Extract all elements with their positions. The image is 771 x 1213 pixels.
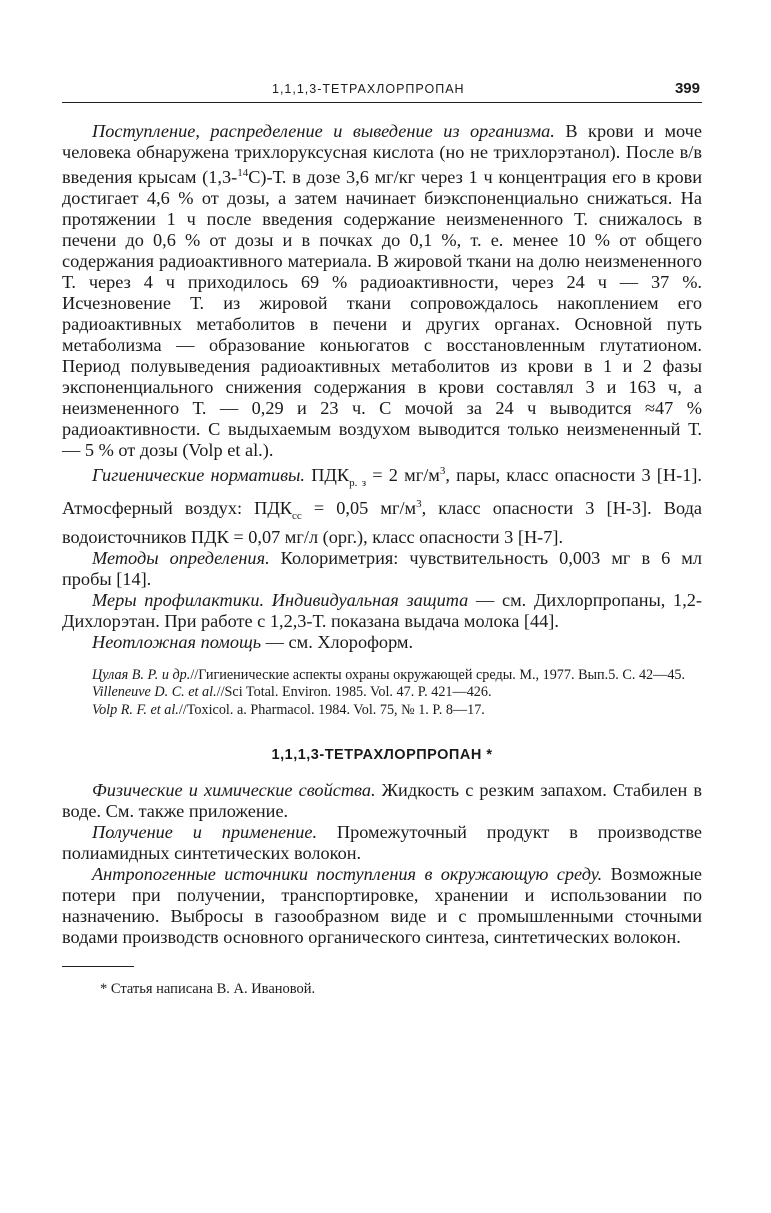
reference-item bbox=[62, 702, 702, 720]
footnote-rule bbox=[62, 966, 134, 967]
paragraph-text: Колориметрия: чувствительность 0,003 мг в 6 мл пробы [14]. bbox=[62, 547, 702, 589]
superscript: 3 bbox=[416, 497, 422, 510]
paragraph-text: С)-Т. в дозе 3,6 мг/кг через 1 ч концентрация его в крови достигает 4,6 % от дозы, а затем начинает биэкспоненциально снижаться. На протяжении 1 ч после введения содержание неизмененного Т. снижалось в печени до 0,6 % от дозы и в почках до 0,1 %, т. е. менее 10 % от общего содержания радиоактивного материала. В жировой ткани на долю неизмененного Т. через 4 ч приходилось 69 % радиоактивности, через 24 ч — 37 %. Исчезновение Т. из жировой ткани сопровождалось накоплением его радиоактивных метаболитов в печени и других органах. Основной путь метаболизма — образование коньюгатов с восстановленным глутатионом. Период полувыведения радиоактивных метаболитов из крови в 1 и 2 фазы экспоненциального снижения содержания в крови составлял 3 и 163 ч, а неизмененного Т. — 0,29 и 23 ч. С мочой за 24 ч выводится ≈47 % радиоактивности. С выдыхаемым воздухом выводится только неизмененный Т. — 5 % от дозы (Volp et al.). bbox=[62, 167, 703, 461]
reference-source: //Toxicol. a. Pharmacol. 1984. Vol. 75, № 1. P. 8—17. bbox=[178, 701, 485, 718]
paragraph-text: = 0,05 мг/м bbox=[301, 497, 417, 518]
running-title: 1,1,1,3-ТЕТРАХЛОРПРОПАН bbox=[272, 82, 465, 96]
paragraph-first-aid bbox=[62, 632, 702, 653]
reference-item bbox=[62, 684, 702, 702]
paragraph-heading: Антропогенные источники поступления в окружающую среду. bbox=[92, 864, 603, 885]
reference-source: //Sci Total. Environ. 1985. Vol. 47. P. 421—426. bbox=[216, 684, 492, 701]
reference-authors: Villeneuve D. C. et al. bbox=[92, 684, 217, 701]
paragraph-properties bbox=[62, 780, 702, 822]
paragraph-heading: Методы определения. bbox=[92, 547, 270, 568]
book-page bbox=[62, 76, 702, 998]
article-body bbox=[62, 121, 702, 948]
paragraph-production bbox=[62, 822, 702, 864]
paragraph-text: = 2 мг/м bbox=[366, 465, 440, 486]
paragraph-text: Промежуточный продукт в производстве полиамидных синтетических волокон. bbox=[62, 822, 702, 864]
subscript: р. з bbox=[349, 476, 367, 489]
paragraph-text: — см. Дихлорпропаны, 1,2-Дихлорэтан. При работе с 1,2,3-Т. показана выдача молока [44]. bbox=[62, 589, 702, 631]
paragraph-heading: Неотложная помощь bbox=[92, 631, 262, 652]
paragraph-heading: Гигиенические нормативы. bbox=[92, 465, 305, 486]
superscript: 3 bbox=[439, 465, 446, 478]
subscript: сс bbox=[292, 509, 302, 522]
footnote: * Статья написана В. А. Ивановой. bbox=[100, 981, 316, 998]
paragraph-heading: Получение и применение. bbox=[92, 822, 318, 843]
paragraph-text: — см. Хлороформ. bbox=[261, 631, 414, 652]
paragraph-text: Жидкость с резким запахом. Стабилен в воде. См. также приложение. bbox=[62, 780, 702, 822]
paragraph-text: , класс опасности 3 [Н-3]. Вода водоисточников ПДК = 0,07 мг/л (орг.), класс опасности 3 [Н-7]. bbox=[62, 497, 702, 547]
reference-source: //Гигиенические аспекты охраны окружающей среды. М., 1977. Вып.5. С. 42—45. bbox=[190, 666, 686, 683]
running-header bbox=[62, 76, 702, 100]
paragraph-hygiene-norms bbox=[62, 461, 702, 548]
paragraph-methods bbox=[62, 548, 702, 590]
reference-item bbox=[62, 667, 702, 685]
section-title: 1,1,1,3-ТЕТРАХЛОРПРОПАН * bbox=[271, 747, 493, 764]
reference-authors: Volp R. F. et al. bbox=[92, 701, 179, 718]
paragraph-metabolism bbox=[62, 121, 702, 461]
paragraph-text: ПДК bbox=[305, 465, 350, 486]
reference-list bbox=[62, 667, 702, 720]
paragraph-heading: Поступление, распределение и выведение из организма. bbox=[92, 121, 555, 141]
paragraph-heading: Физические и химические свойства. bbox=[92, 780, 376, 801]
paragraph-sources bbox=[62, 864, 702, 948]
paragraph-text: В крови и моче человека обнаружена трихлоруксусная кислота (но не трихлорэтанол). После в/в введения крысам (1,3- bbox=[62, 121, 702, 188]
page-number: 399 bbox=[674, 80, 700, 97]
paragraph-heading: Меры профилактики. Индивидуальная защита bbox=[92, 589, 469, 610]
paragraph-prevention bbox=[62, 590, 702, 632]
header-rule bbox=[62, 102, 702, 103]
reference-authors: Цулая В. Р. и др. bbox=[92, 666, 191, 683]
isotope-superscript: 14 bbox=[237, 167, 249, 179]
paragraph-text: , пары, класс опасности 3 [Н-1]. Атмосферный воздух: ПДК bbox=[62, 465, 702, 518]
paragraph-text: Возможные потери при получении, транспортировке, хранении и использовании по назначению. Выбросы в газообразном виде и с промышленными сточными водами производств основного органического синтеза, синтетических волокон. bbox=[62, 864, 702, 948]
